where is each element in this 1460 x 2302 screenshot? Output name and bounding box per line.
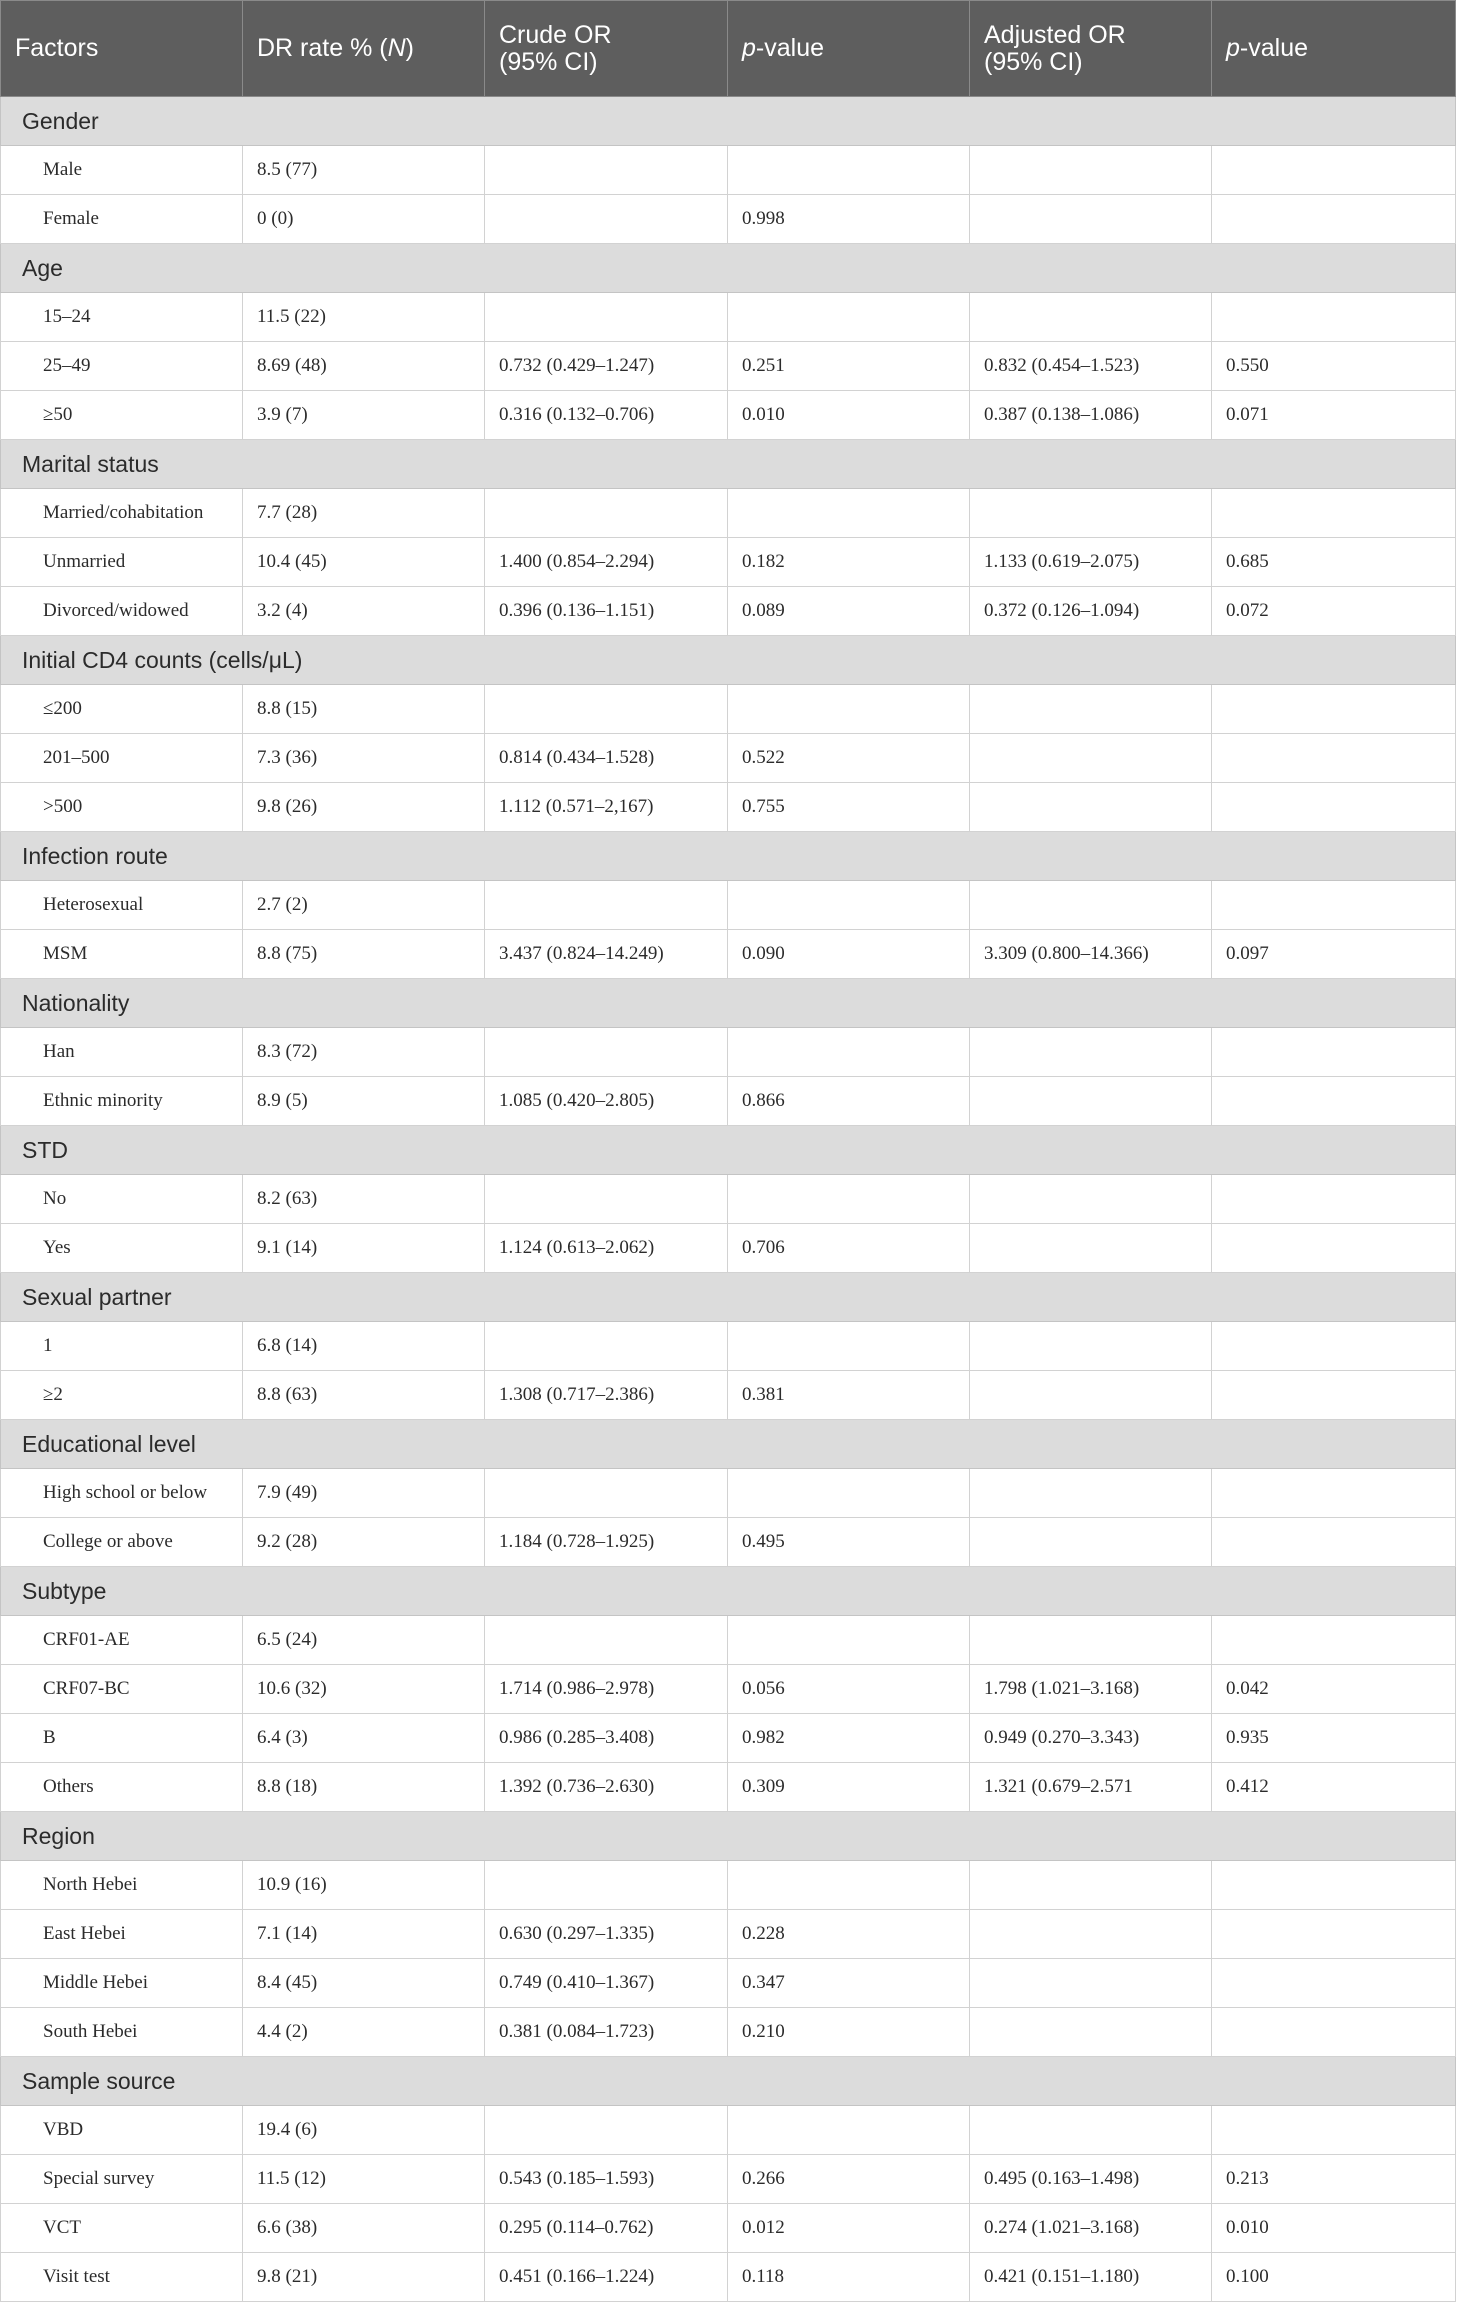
group-header-row <box>1 244 1456 293</box>
crude-p-value-cell: 0.010 <box>728 391 970 440</box>
crude-or-cell <box>485 489 728 538</box>
crude-or-cell: 0.630 (0.297–1.335) <box>485 1910 728 1959</box>
crude-p-value-cell: 0.998 <box>728 195 970 244</box>
adjusted-or-cell: 1.133 (0.619–2.075) <box>970 538 1212 587</box>
table-row <box>1 1959 1456 2008</box>
adjusted-or-cell <box>970 489 1212 538</box>
factor-cell: >500 <box>1 783 243 832</box>
adjusted-or-cell <box>970 1077 1212 1126</box>
factor-cell: Married/cohabitation <box>1 489 243 538</box>
table-row <box>1 1714 1456 1763</box>
adjusted-or-cell <box>970 1028 1212 1077</box>
adjusted-p-value-cell <box>1212 1224 1456 1273</box>
factor-cell: Special survey <box>1 2155 243 2204</box>
dr-rate-cell: 10.9 (16) <box>243 1861 485 1910</box>
dr-rate-cell: 11.5 (22) <box>243 293 485 342</box>
adjusted-p-value-cell: 0.935 <box>1212 1714 1456 1763</box>
adjusted-p-value-cell <box>1212 1175 1456 1224</box>
crude-p-value-cell: 0.228 <box>728 1910 970 1959</box>
adjusted-p-value-cell: 0.550 <box>1212 342 1456 391</box>
table-row <box>1 146 1456 195</box>
adjusted-p-value-cell <box>1212 489 1456 538</box>
table-row <box>1 195 1456 244</box>
dr-rate-cell: 6.4 (3) <box>243 1714 485 1763</box>
factor-cell: ≥50 <box>1 391 243 440</box>
crude-p-value-cell: 0.182 <box>728 538 970 587</box>
table-row <box>1 1469 1456 1518</box>
crude-p-value-cell: 0.090 <box>728 930 970 979</box>
table-row <box>1 538 1456 587</box>
dr-rate-cell: 8.69 (48) <box>243 342 485 391</box>
adjusted-p-value-cell: 0.685 <box>1212 538 1456 587</box>
crude-or-cell: 0.543 (0.185–1.593) <box>485 2155 728 2204</box>
group-label: Marital status <box>1 440 1456 489</box>
adjusted-or-cell <box>970 1518 1212 1567</box>
table-row <box>1 1175 1456 1224</box>
group-header-row <box>1 2057 1456 2106</box>
crude-or-cell: 1.392 (0.736–2.630) <box>485 1763 728 1812</box>
adjusted-or-cell <box>970 1371 1212 1420</box>
crude-or-cell: 0.316 (0.132–0.706) <box>485 391 728 440</box>
adjusted-p-value-cell <box>1212 1616 1456 1665</box>
crude-or-cell <box>485 195 728 244</box>
group-label: Educational level <box>1 1420 1456 1469</box>
group-label: Initial CD4 counts (cells/μL) <box>1 636 1456 685</box>
table-row <box>1 2106 1456 2155</box>
table-row <box>1 1665 1456 1714</box>
dr-rate-cell: 8.8 (18) <box>243 1763 485 1812</box>
adjusted-p-value-cell: 0.071 <box>1212 391 1456 440</box>
adjusted-p-value-cell <box>1212 1371 1456 1420</box>
adjusted-p-value-cell <box>1212 146 1456 195</box>
factor-cell: 15–24 <box>1 293 243 342</box>
dr-rate-cell: 19.4 (6) <box>243 2106 485 2155</box>
dr-rate-cell: 10.6 (32) <box>243 1665 485 1714</box>
adjusted-or-cell <box>970 2008 1212 2057</box>
crude-p-value-cell: 0.012 <box>728 2204 970 2253</box>
adjusted-or-cell <box>970 1861 1212 1910</box>
factor-cell: Others <box>1 1763 243 1812</box>
crude-p-value-cell: 0.251 <box>728 342 970 391</box>
crude-or-cell <box>485 685 728 734</box>
group-label: Subtype <box>1 1567 1456 1616</box>
crude-or-cell: 1.184 (0.728–1.925) <box>485 1518 728 1567</box>
table-row <box>1 1322 1456 1371</box>
factor-cell: No <box>1 1175 243 1224</box>
table-row <box>1 1224 1456 1273</box>
crude-p-value-cell: 0.266 <box>728 2155 970 2204</box>
factor-cell: VCT <box>1 2204 243 2253</box>
dr-rate-cell: 7.7 (28) <box>243 489 485 538</box>
table-row <box>1 2155 1456 2204</box>
group-header-row <box>1 979 1456 1028</box>
crude-p-value-cell: 0.089 <box>728 587 970 636</box>
factor-cell: Yes <box>1 1224 243 1273</box>
factor-cell: South Hebei <box>1 2008 243 2057</box>
dr-rate-cell: 8.8 (63) <box>243 1371 485 1420</box>
crude-p-value-cell: 0.755 <box>728 783 970 832</box>
table-row <box>1 1861 1456 1910</box>
crude-p-value-cell: 0.866 <box>728 1077 970 1126</box>
factor-cell: Visit test <box>1 2253 243 2302</box>
crude-p-value-cell <box>728 293 970 342</box>
crude-p-value-cell: 0.056 <box>728 1665 970 1714</box>
adjusted-or-cell <box>970 685 1212 734</box>
dr-rate-cell: 8.8 (15) <box>243 685 485 734</box>
table-row <box>1 2204 1456 2253</box>
crude-or-cell: 1.112 (0.571–2,167) <box>485 783 728 832</box>
factor-cell: ≤200 <box>1 685 243 734</box>
adjusted-or-cell <box>970 195 1212 244</box>
crude-or-cell: 0.814 (0.434–1.528) <box>485 734 728 783</box>
crude-p-value-cell: 0.982 <box>728 1714 970 1763</box>
factor-cell: Middle Hebei <box>1 1959 243 2008</box>
factor-cell: 201–500 <box>1 734 243 783</box>
crude-p-value-cell: 0.309 <box>728 1763 970 1812</box>
dr-rate-cell: 8.5 (77) <box>243 146 485 195</box>
adjusted-p-value-cell <box>1212 881 1456 930</box>
crude-or-cell: 0.295 (0.114–0.762) <box>485 2204 728 2253</box>
table-row <box>1 1763 1456 1812</box>
table-row <box>1 293 1456 342</box>
crude-p-value-cell <box>728 1028 970 1077</box>
factor-cell: CRF07-BC <box>1 1665 243 1714</box>
factor-cell: College or above <box>1 1518 243 1567</box>
dr-rate-cell: 7.9 (49) <box>243 1469 485 1518</box>
dr-rate-cell: 6.6 (38) <box>243 2204 485 2253</box>
adjusted-or-cell <box>970 1910 1212 1959</box>
factor-cell: VBD <box>1 2106 243 2155</box>
crude-p-value-cell <box>728 1616 970 1665</box>
dr-rate-cell: 9.8 (26) <box>243 783 485 832</box>
crude-p-value-cell <box>728 489 970 538</box>
table-row <box>1 1616 1456 1665</box>
crude-p-value-cell <box>728 881 970 930</box>
adjusted-p-value-cell <box>1212 2106 1456 2155</box>
group-header-row <box>1 1420 1456 1469</box>
factor-cell: High school or below <box>1 1469 243 1518</box>
factor-cell: Female <box>1 195 243 244</box>
table-row <box>1 587 1456 636</box>
crude-or-cell: 0.451 (0.166–1.224) <box>485 2253 728 2302</box>
factor-cell: Unmarried <box>1 538 243 587</box>
table-row <box>1 1028 1456 1077</box>
table-row <box>1 734 1456 783</box>
crude-p-value-cell: 0.210 <box>728 2008 970 2057</box>
header-crude-or: Crude OR (95% CI) <box>485 1 728 97</box>
adjusted-or-cell: 0.274 (1.021–3.168) <box>970 2204 1212 2253</box>
crude-p-value-cell: 0.522 <box>728 734 970 783</box>
crude-or-cell: 1.400 (0.854–2.294) <box>485 538 728 587</box>
crude-or-cell <box>485 1469 728 1518</box>
crude-p-value-cell: 0.118 <box>728 2253 970 2302</box>
group-header-row <box>1 1567 1456 1616</box>
crude-or-cell <box>485 1028 728 1077</box>
adjusted-or-cell: 1.321 (0.679–2.571 <box>970 1763 1212 1812</box>
group-label: Infection route <box>1 832 1456 881</box>
adjusted-p-value-cell <box>1212 1077 1456 1126</box>
crude-p-value-cell <box>728 146 970 195</box>
header-crude-p-value: p-value <box>728 1 970 97</box>
crude-or-cell: 1.714 (0.986–2.978) <box>485 1665 728 1714</box>
adjusted-or-cell <box>970 1224 1212 1273</box>
header-dr-rate: DR rate % (N) <box>243 1 485 97</box>
table-row <box>1 783 1456 832</box>
adjusted-p-value-cell <box>1212 734 1456 783</box>
header-factors: Factors <box>1 1 243 97</box>
adjusted-or-cell <box>970 1469 1212 1518</box>
adjusted-p-value-cell: 0.010 <box>1212 2204 1456 2253</box>
adjusted-or-cell <box>970 881 1212 930</box>
adjusted-or-cell <box>970 1616 1212 1665</box>
dr-rate-cell: 10.4 (45) <box>243 538 485 587</box>
crude-or-cell: 0.732 (0.429–1.247) <box>485 342 728 391</box>
adjusted-or-cell: 0.387 (0.138–1.086) <box>970 391 1212 440</box>
factor-cell: 1 <box>1 1322 243 1371</box>
dr-rate-cell: 8.2 (63) <box>243 1175 485 1224</box>
group-label: Nationality <box>1 979 1456 1028</box>
crude-p-value-cell: 0.706 <box>728 1224 970 1273</box>
table-row <box>1 1371 1456 1420</box>
dr-rate-cell: 6.5 (24) <box>243 1616 485 1665</box>
adjusted-p-value-cell <box>1212 1959 1456 2008</box>
dr-rate-cell: 9.2 (28) <box>243 1518 485 1567</box>
dr-rate-cell: 8.9 (5) <box>243 1077 485 1126</box>
table-row <box>1 685 1456 734</box>
factor-cell: Ethnic minority <box>1 1077 243 1126</box>
adjusted-p-value-cell <box>1212 1861 1456 1910</box>
header-adjusted-p-value: p-value <box>1212 1 1456 97</box>
table-row <box>1 2253 1456 2302</box>
crude-or-cell: 1.308 (0.717–2.386) <box>485 1371 728 1420</box>
table-row <box>1 2008 1456 2057</box>
crude-or-cell <box>485 2106 728 2155</box>
crude-p-value-cell <box>728 1469 970 1518</box>
crude-or-cell: 1.085 (0.420–2.805) <box>485 1077 728 1126</box>
group-header-row <box>1 636 1456 685</box>
crude-or-cell: 0.749 (0.410–1.367) <box>485 1959 728 2008</box>
adjusted-p-value-cell <box>1212 2008 1456 2057</box>
group-label: Sexual partner <box>1 1273 1456 1322</box>
adjusted-p-value-cell <box>1212 293 1456 342</box>
adjusted-p-value-cell: 0.100 <box>1212 2253 1456 2302</box>
dr-rate-cell: 7.1 (14) <box>243 1910 485 1959</box>
adjusted-or-cell <box>970 2106 1212 2155</box>
crude-or-cell: 0.396 (0.136–1.151) <box>485 587 728 636</box>
adjusted-p-value-cell: 0.213 <box>1212 2155 1456 2204</box>
group-label: Region <box>1 1812 1456 1861</box>
dr-rate-cell: 8.3 (72) <box>243 1028 485 1077</box>
dr-rate-cell: 11.5 (12) <box>243 2155 485 2204</box>
dr-rate-cell: 8.8 (75) <box>243 930 485 979</box>
group-header-row <box>1 1126 1456 1175</box>
crude-or-cell <box>485 146 728 195</box>
crude-or-cell <box>485 1175 728 1224</box>
adjusted-p-value-cell <box>1212 195 1456 244</box>
crude-p-value-cell <box>728 685 970 734</box>
adjusted-or-cell <box>970 293 1212 342</box>
adjusted-p-value-cell <box>1212 1469 1456 1518</box>
adjusted-or-cell <box>970 1322 1212 1371</box>
factor-cell: ≥2 <box>1 1371 243 1420</box>
adjusted-p-value-cell: 0.097 <box>1212 930 1456 979</box>
group-label: Gender <box>1 97 1456 146</box>
crude-p-value-cell: 0.347 <box>728 1959 970 2008</box>
adjusted-p-value-cell <box>1212 1322 1456 1371</box>
adjusted-or-cell: 1.798 (1.021–3.168) <box>970 1665 1212 1714</box>
table-row <box>1 391 1456 440</box>
crude-p-value-cell <box>728 2106 970 2155</box>
crude-or-cell <box>485 1616 728 1665</box>
group-label: Age <box>1 244 1456 293</box>
adjusted-p-value-cell <box>1212 783 1456 832</box>
table-row <box>1 1910 1456 1959</box>
factor-cell: North Hebei <box>1 1861 243 1910</box>
dr-rate-cell: 3.9 (7) <box>243 391 485 440</box>
crude-p-value-cell: 0.495 <box>728 1518 970 1567</box>
table-row <box>1 1518 1456 1567</box>
adjusted-or-cell <box>970 1175 1212 1224</box>
factor-cell: 25–49 <box>1 342 243 391</box>
adjusted-p-value-cell: 0.412 <box>1212 1763 1456 1812</box>
factor-cell: Male <box>1 146 243 195</box>
adjusted-or-cell <box>970 734 1212 783</box>
group-header-row <box>1 97 1456 146</box>
crude-or-cell <box>485 881 728 930</box>
crude-or-cell <box>485 1861 728 1910</box>
dr-rate-cell: 0 (0) <box>243 195 485 244</box>
factor-cell: Divorced/widowed <box>1 587 243 636</box>
adjusted-p-value-cell <box>1212 1910 1456 1959</box>
crude-or-cell: 3.437 (0.824–14.249) <box>485 930 728 979</box>
dr-rate-cell: 6.8 (14) <box>243 1322 485 1371</box>
adjusted-or-cell <box>970 783 1212 832</box>
dr-rate-cell: 4.4 (2) <box>243 2008 485 2057</box>
table-row <box>1 489 1456 538</box>
adjusted-or-cell: 0.832 (0.454–1.523) <box>970 342 1212 391</box>
dr-rate-cell: 8.4 (45) <box>243 1959 485 2008</box>
factor-cell: B <box>1 1714 243 1763</box>
table-row <box>1 930 1456 979</box>
factor-cell: CRF01-AE <box>1 1616 243 1665</box>
dr-rate-cell: 7.3 (36) <box>243 734 485 783</box>
table-row <box>1 881 1456 930</box>
crude-or-cell: 0.986 (0.285–3.408) <box>485 1714 728 1763</box>
crude-p-value-cell: 0.381 <box>728 1371 970 1420</box>
crude-p-value-cell <box>728 1322 970 1371</box>
factor-cell: Heterosexual <box>1 881 243 930</box>
adjusted-or-cell: 0.949 (0.270–3.343) <box>970 1714 1212 1763</box>
crude-p-value-cell <box>728 1861 970 1910</box>
adjusted-or-cell: 0.495 (0.163–1.498) <box>970 2155 1212 2204</box>
crude-or-cell: 0.381 (0.084–1.723) <box>485 2008 728 2057</box>
dr-rate-cell: 9.1 (14) <box>243 1224 485 1273</box>
crude-or-cell: 1.124 (0.613–2.062) <box>485 1224 728 1273</box>
adjusted-p-value-cell: 0.042 <box>1212 1665 1456 1714</box>
adjusted-or-cell: 0.372 (0.126–1.094) <box>970 587 1212 636</box>
adjusted-p-value-cell <box>1212 1028 1456 1077</box>
dr-rate-cell: 9.8 (21) <box>243 2253 485 2302</box>
adjusted-or-cell: 0.421 (0.151–1.180) <box>970 2253 1212 2302</box>
group-label: Sample source <box>1 2057 1456 2106</box>
group-header-row <box>1 832 1456 881</box>
table-row <box>1 342 1456 391</box>
group-header-row <box>1 1812 1456 1861</box>
dr-rate-cell: 2.7 (2) <box>243 881 485 930</box>
crude-p-value-cell <box>728 1175 970 1224</box>
factor-cell: Han <box>1 1028 243 1077</box>
table-header-row <box>1 1 1456 97</box>
adjusted-p-value-cell <box>1212 1518 1456 1567</box>
group-header-row <box>1 440 1456 489</box>
factor-cell: East Hebei <box>1 1910 243 1959</box>
adjusted-p-value-cell <box>1212 685 1456 734</box>
adjusted-or-cell: 3.309 (0.800–14.366) <box>970 930 1212 979</box>
header-adjusted-or: Adjusted OR (95% CI) <box>970 1 1212 97</box>
adjusted-or-cell <box>970 146 1212 195</box>
group-label: STD <box>1 1126 1456 1175</box>
crude-or-cell <box>485 293 728 342</box>
adjusted-or-cell <box>970 1959 1212 2008</box>
adjusted-p-value-cell: 0.072 <box>1212 587 1456 636</box>
group-header-row <box>1 1273 1456 1322</box>
table-row <box>1 1077 1456 1126</box>
dr-rate-cell: 3.2 (4) <box>243 587 485 636</box>
crude-or-cell <box>485 1322 728 1371</box>
table-body <box>1 97 1456 2302</box>
factor-cell: MSM <box>1 930 243 979</box>
